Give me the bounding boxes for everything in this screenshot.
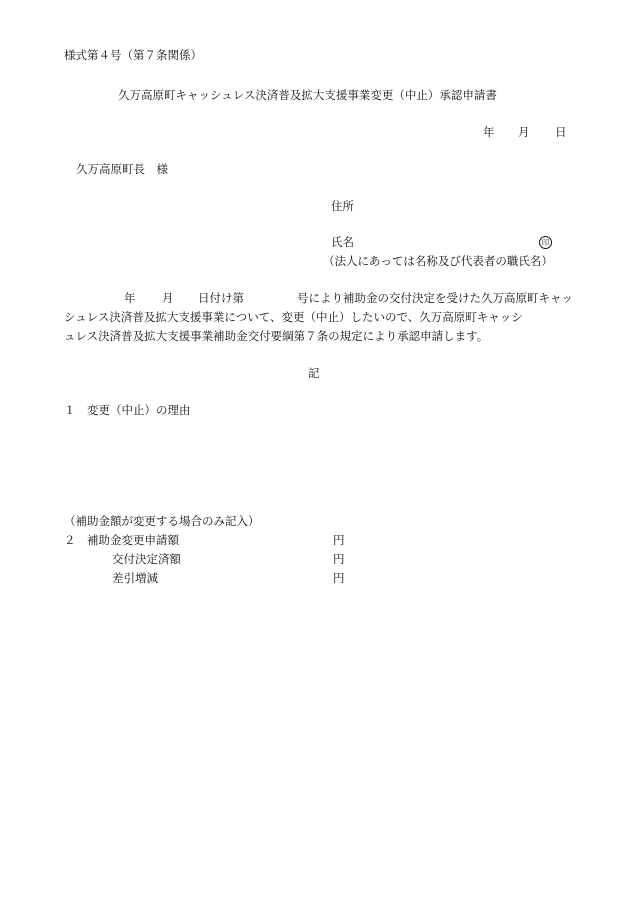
seal-mark: 印	[539, 236, 552, 249]
body-line2: シュレス決済普及拡大支援事業について、変更（中止）したいので、久万高原町キャッシ	[64, 310, 523, 324]
body-dated: 日付け第	[198, 291, 244, 305]
address-label: 住所	[331, 199, 354, 213]
section-2-number: ２	[64, 533, 76, 547]
document-title: 久万高原町キャッシュレス決済普及拡大支援事業変更（中止）承認申請書	[118, 88, 497, 102]
date-month: 月	[518, 125, 530, 139]
name-label: 氏名	[331, 235, 354, 249]
date-day: 日	[555, 125, 567, 139]
amount-row-unit: 円	[333, 571, 345, 585]
representative-note: （法人にあっては名称及び代表者の職氏名）	[323, 254, 553, 268]
amount-row-label: 補助金変更申請額	[87, 533, 179, 547]
section-1-number: １	[64, 403, 76, 417]
body-line3: ュレス決済普及拡大支援事業補助金交付要綱第７条の規定により承認申請します。	[64, 329, 489, 343]
amount-row-unit: 円	[333, 552, 345, 566]
amount-row-label: 差引増減	[112, 571, 158, 585]
section-1-heading: 変更（中止）の理由	[87, 403, 191, 417]
ki-heading: 記	[308, 366, 320, 380]
addressee: 久万高原町長 様	[76, 162, 168, 176]
date-year: 年	[483, 125, 495, 139]
amount-row-label: 交付決定済額	[112, 552, 181, 566]
amount-row-unit: 円	[333, 533, 345, 547]
body-line1-rest: 号により補助金の交付決定を受けた久万高原町キャッ	[297, 291, 573, 305]
form-number: 様式第４号（第７条関係）	[64, 48, 202, 62]
amount-note: （補助金額が変更する場合のみ記入）	[64, 514, 260, 528]
body-year: 年	[124, 291, 136, 305]
body-month: 月	[162, 291, 174, 305]
